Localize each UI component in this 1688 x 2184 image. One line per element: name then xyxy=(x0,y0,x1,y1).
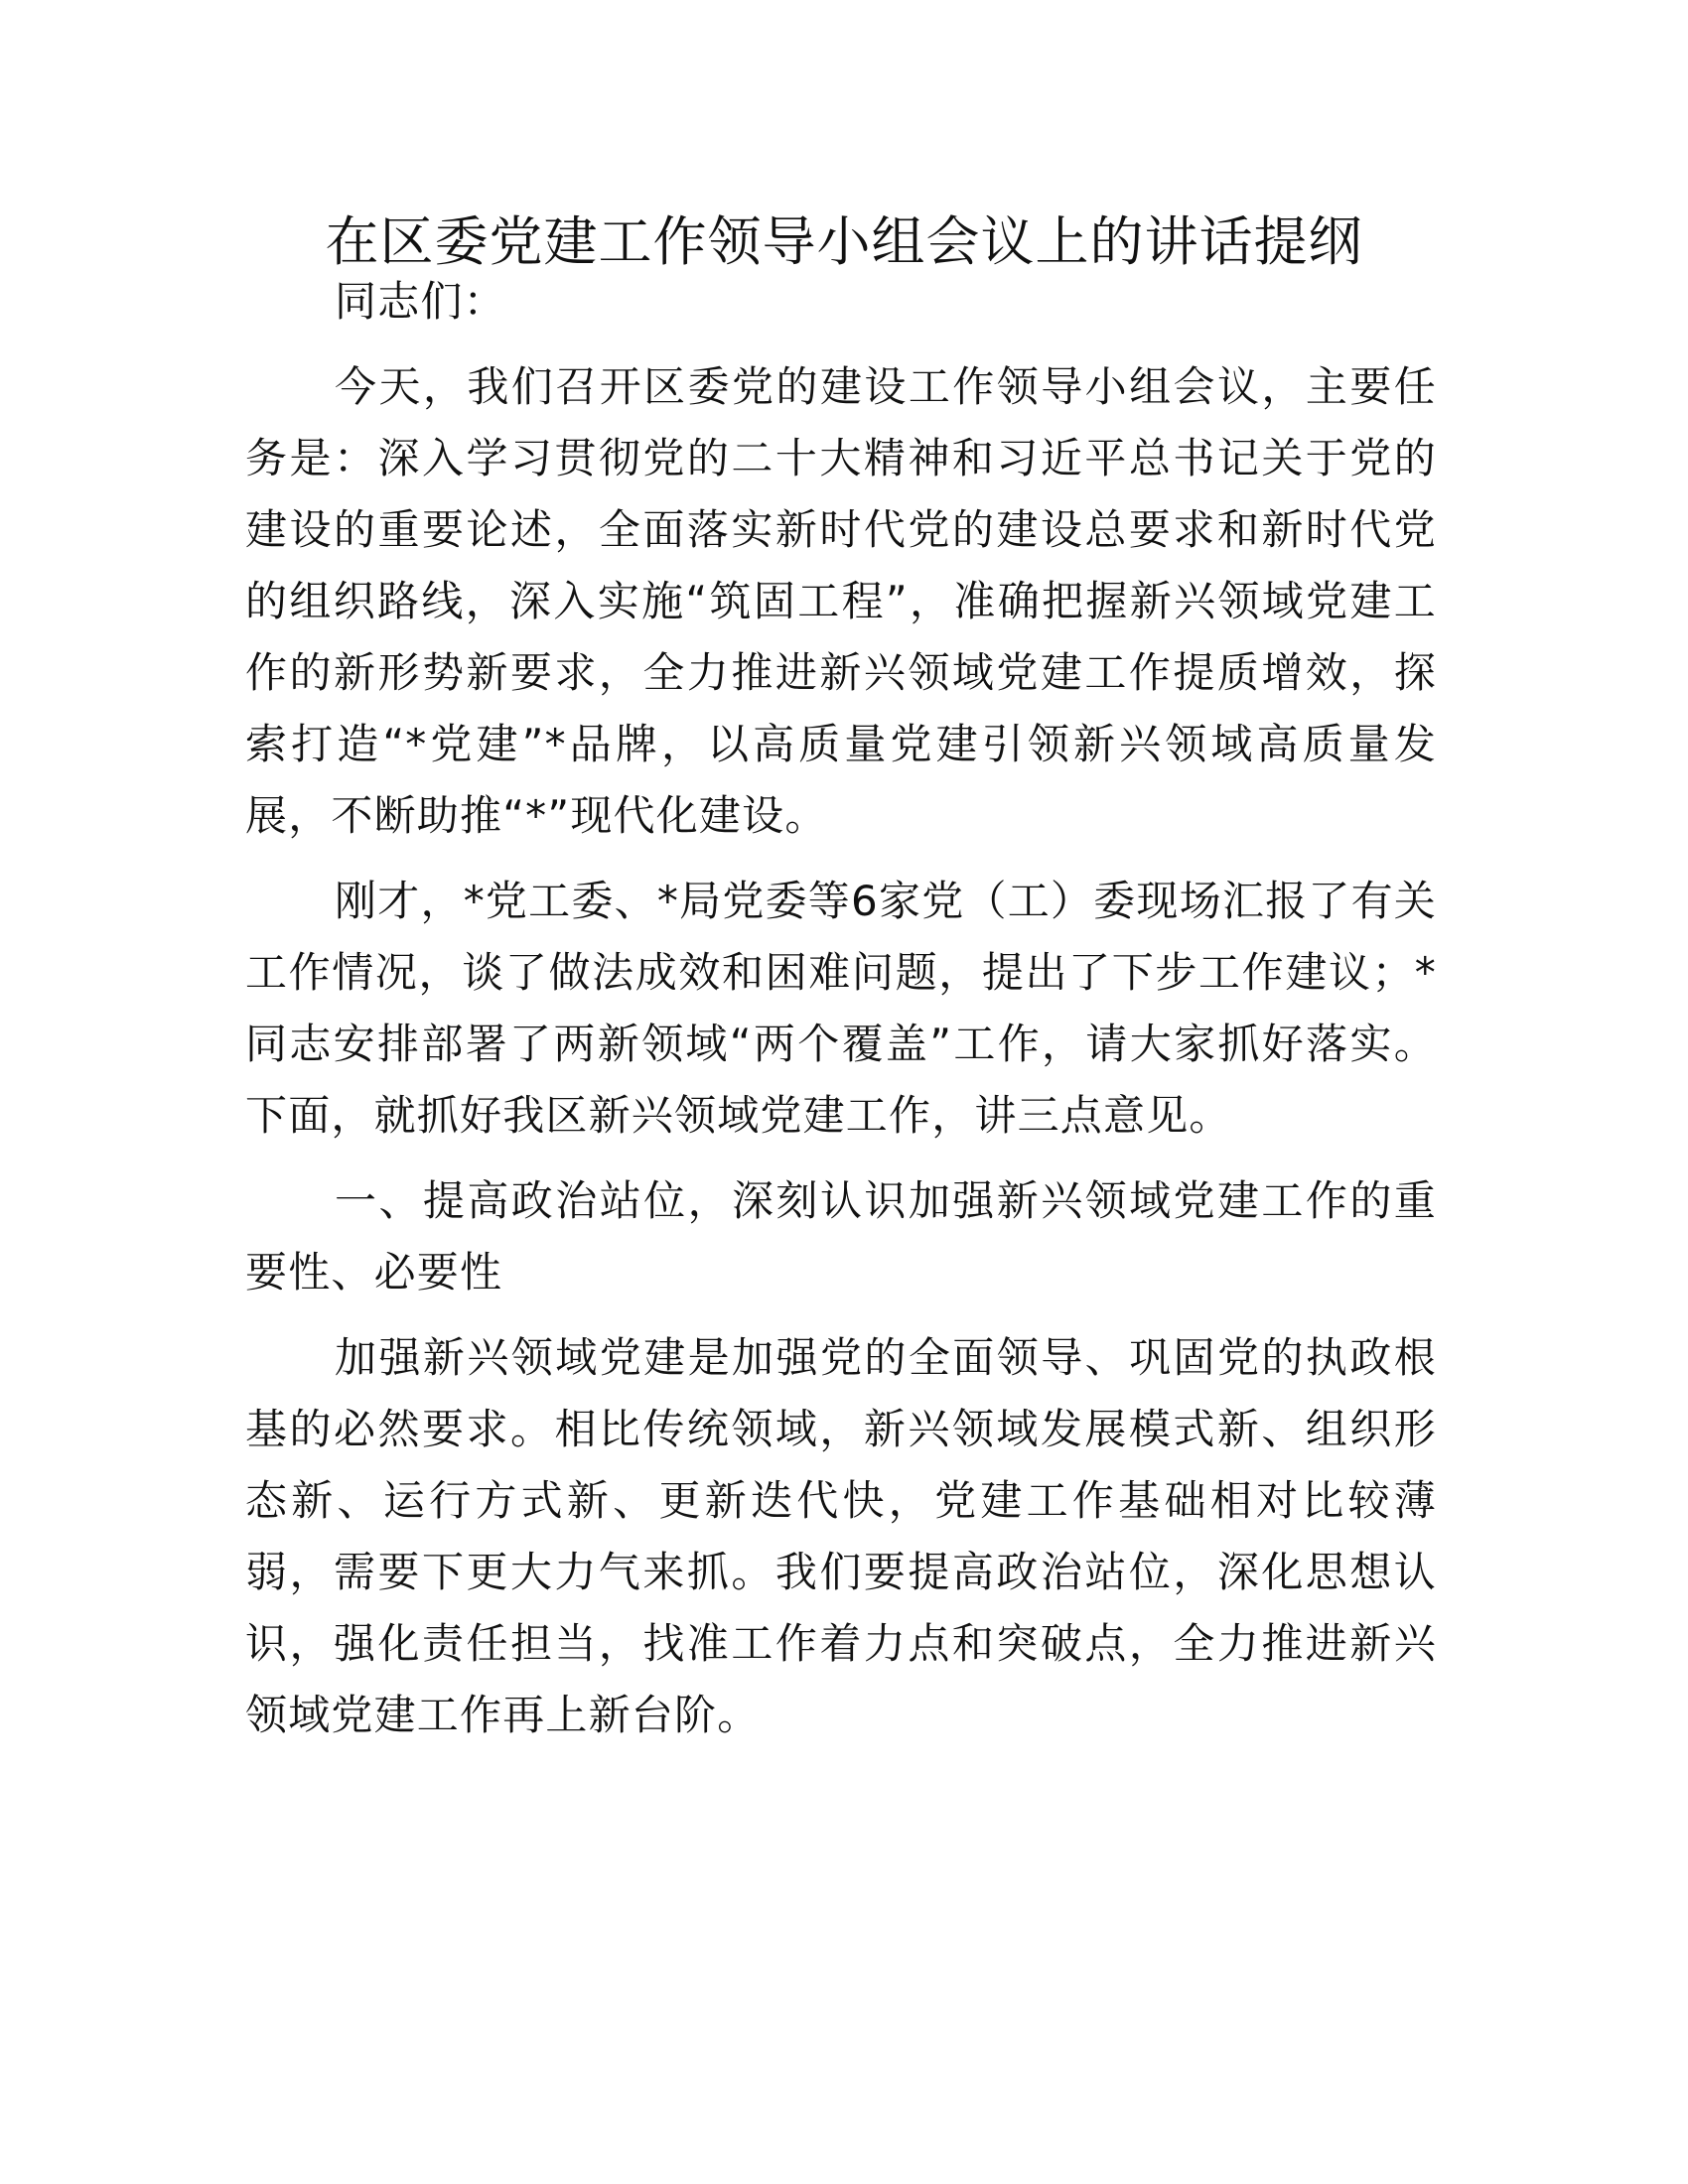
document-title: 在区委党建工作领导小组会议上的讲话提纲 xyxy=(325,210,1363,273)
salutation-paragraph: 同志们： xyxy=(335,277,506,326)
section-heading-1: 一、提高政治站位，深刻认识加强新兴领域党建工作的重要性、必要性 xyxy=(245,1176,1437,1297)
opening-paragraph: 今天，我们召开区委党的建设工作领导小组会议，主要任务是：深入学习贯彻党的二十大精神和习近平总书记关于党的建设的重要论述，全面落实新时代党的建设总要求和新时代党的组织路线，深入实施“筑固工程”，准确把握新兴领域党建工作的新形势新要求，全力推进新兴领域党建工作提质增效，探索打造“*党建”*品牌，以高质量党建引领新兴领域高质量发展，不断助推“*”现代化建设。 xyxy=(245,362,1437,840)
section-1-paragraph: 加强新兴领域党建是加强党的全面领导、巩固党的执政根基的必然要求。相比传统领域，新兴领域发展模式新、组织形态新、运行方式新、更新迭代快，党建工作基础相对比较薄弱，需要下更大力气来抓。我们要提高政治站位，深化思想认识，强化责任担当，找准工作着力点和突破点，全力推进新兴领域党建工作再上新台阶。 xyxy=(245,1333,1437,1739)
document-body xyxy=(245,266,1437,1765)
review-paragraph: 刚才，*党工委、*局党委等6家党（工）委现场汇报了有关工作情况，谈了做法成效和困难问题，提出了下步工作建议；*同志安排部署了两新领域“两个覆盖”工作，请大家抓好落实。下面，就抓好我区新兴领域党建工作，讲三点意见。 xyxy=(245,877,1437,1140)
